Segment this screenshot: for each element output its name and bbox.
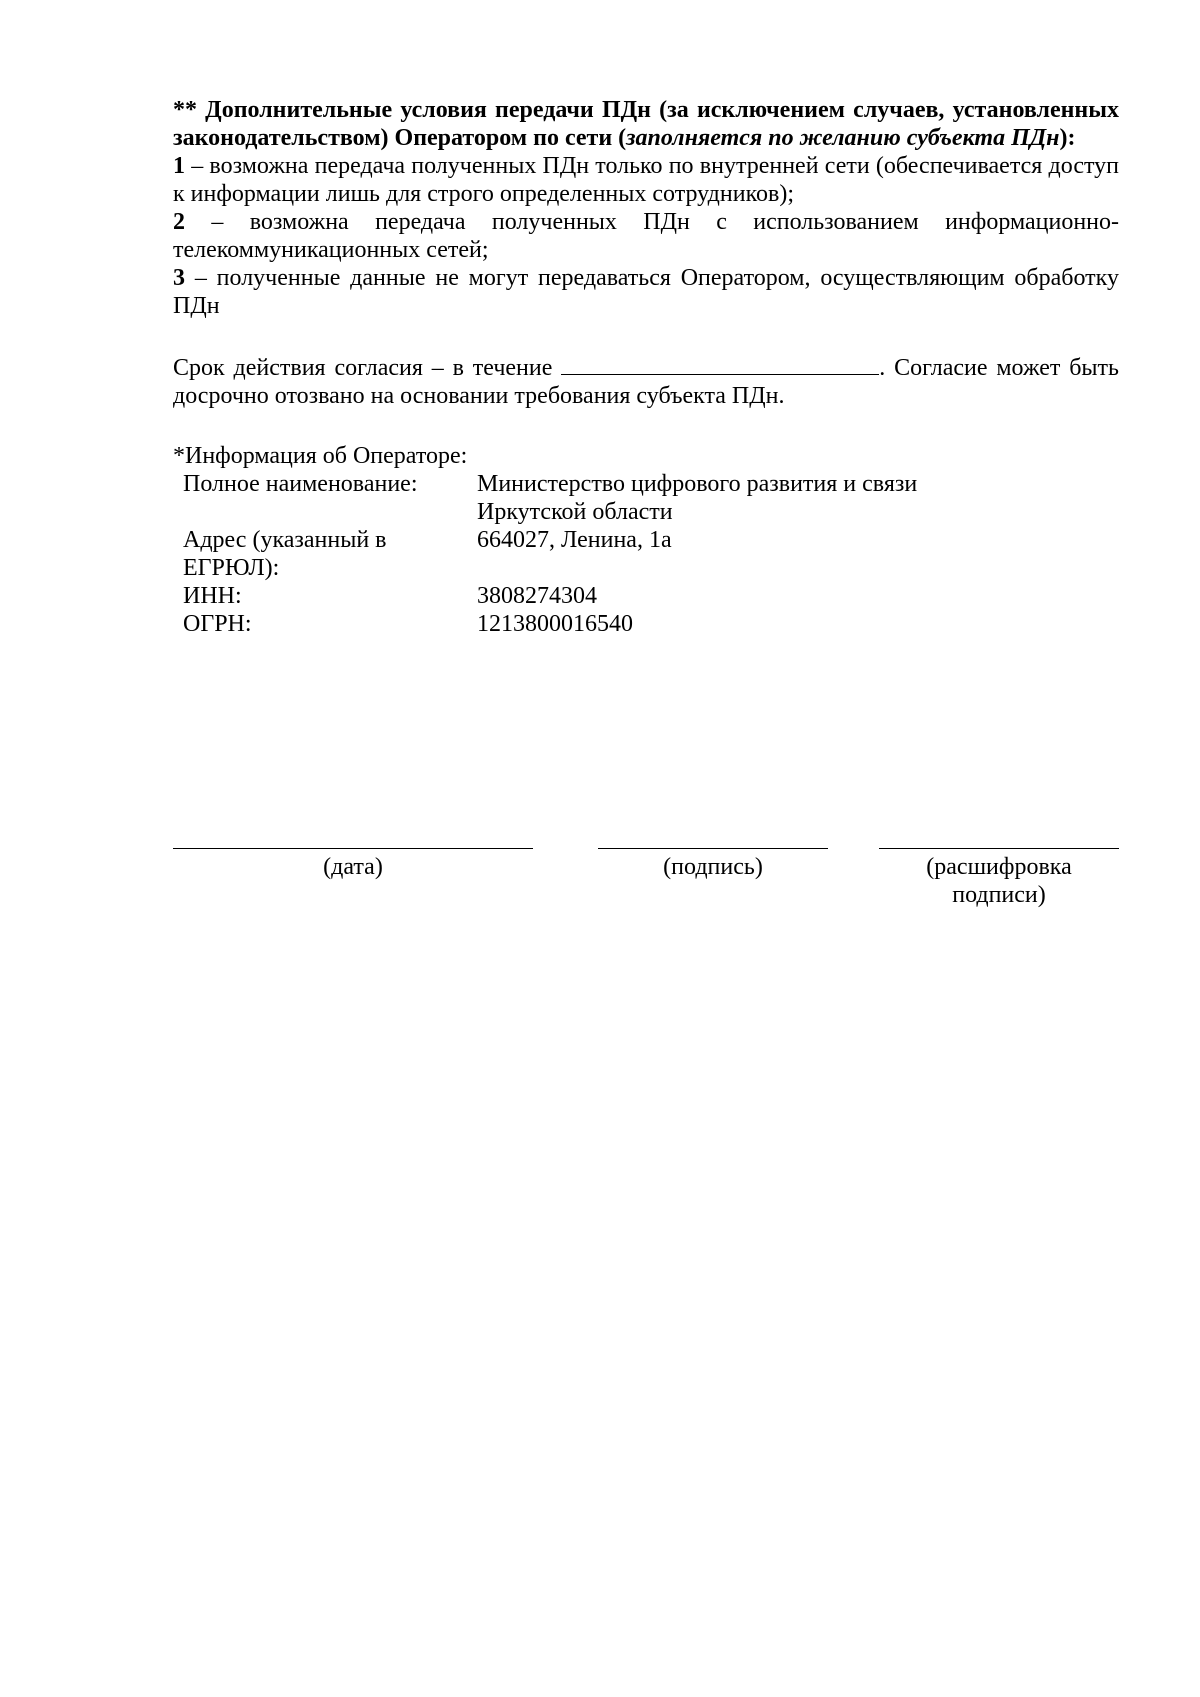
operator-value: 664027, Ленина, 1а [477,527,672,553]
operator-label: Полное наименование: [183,471,418,497]
sign-caption: (подпись) [663,854,763,880]
decode-signature-line[interactable] [879,848,1119,849]
condition-option-text: – полученные данные не могут передаваться Оператором, осуществляющим обработку ПДн [173,265,1119,319]
date-signature-line[interactable] [173,848,533,849]
conditions-heading [173,96,1119,152]
conditions-heading-suffix: ): [1059,125,1076,151]
conditions-heading-italic: заполняется по желанию субъекта ПДн [626,125,1060,151]
condition-option-number: 1 [173,153,185,179]
operator-label: Адрес (указанный в ЕГРЮЛ): [183,527,387,581]
conditions-heading-prefix: ** Дополнительные условия передачи ПДн (за исключением случаев, установленных законодательством) Оператором по сети ( [173,97,1119,151]
condition-option-text: – возможна передача полученных ПДн только по внутренней сети (обеспечивается доступ к информации лишь для строго определенных сотрудников); [173,153,1119,207]
condition-option-3 [173,264,1119,320]
consent-term-blank-field[interactable] [561,352,879,375]
operator-value: Министерство цифрового развития и связи Иркутской области [477,471,918,525]
operator-info-heading: *Информация об Операторе: [173,443,468,469]
operator-label: ИНН: [183,583,242,609]
condition-option-number: 2 [173,209,185,235]
signature-sign-column [598,848,828,881]
consent-term-paragraph [173,352,1119,410]
signature-block [173,848,1119,938]
sign-signature-line[interactable] [598,848,828,849]
condition-option-text: – возможна передача полученных ПДн с использованием информационно-телекоммуникационных сетей; [173,209,1119,263]
operator-row-inn [183,582,997,610]
condition-option-2 [173,208,1119,264]
operator-row-address [183,526,997,582]
operator-row-ogrn [183,610,997,638]
condition-option-number: 3 [173,265,185,291]
consent-term-text: Срок действия согласия – в течение [173,355,562,381]
operator-row-name [183,470,997,526]
date-caption: (дата) [323,854,383,880]
signature-decode-column [879,848,1119,909]
signature-date-column [173,848,533,881]
document-page [173,96,1119,908]
operator-label: ОГРН: [183,611,252,637]
operator-value: 1213800016540 [477,611,633,637]
operator-value: 3808274304 [477,583,597,609]
operator-info-table [183,470,997,638]
decode-caption: (расшифровка подписи) [926,854,1072,908]
condition-option-1 [173,152,1119,208]
consent-term-revocation-text: . Согласие может быть досрочно отозвано на основании требования субъекта ПДн. [173,355,1119,409]
